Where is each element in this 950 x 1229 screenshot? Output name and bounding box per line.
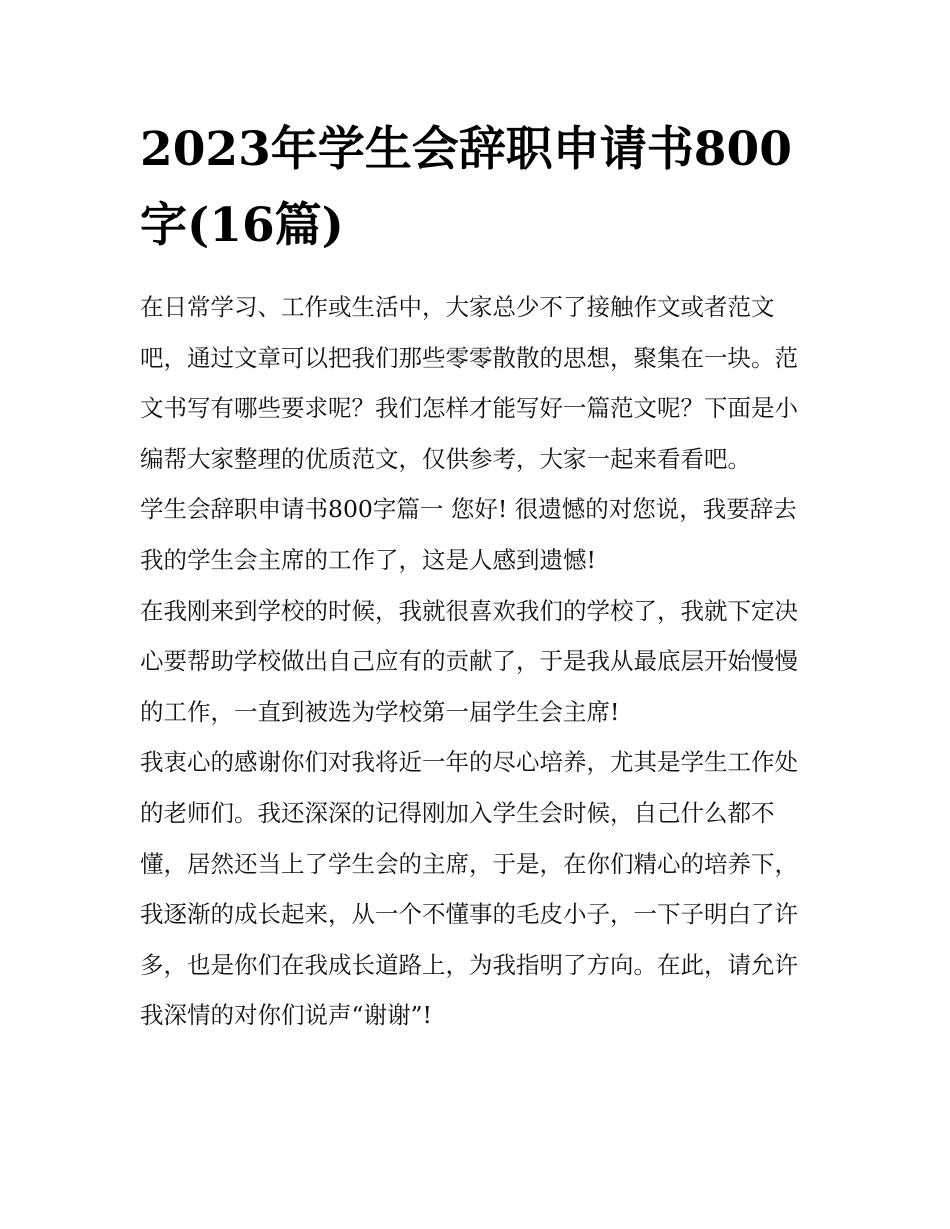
paragraph-2: 在我刚来到学校的时候，我就很喜欢我们的学校了，我就下定决心要帮助学校做出自己应有的贡献了，于是我从最底层开始慢慢的工作，一直到被选为学校第一届学生会主席!: [140, 596, 798, 726]
document-page: [140, 112, 820, 1041]
paragraph-intro: 在日常学习、工作或生活中，大家总少不了接触作文或者范文吧，通过文章可以把我们那些零零散散的思想，聚集在一块。范文书写有哪些要求呢？我们怎样才能写好一篇范文呢？下面是小编帮大家整理的优质范文，仅供参考，大家一起来看看吧。: [140, 293, 798, 473]
document-title: 2023年学生会辞职申请书800字(16篇): [140, 122, 792, 253]
paragraph-1: 学生会辞职申请书800字篇一 您好! 很遗憾的对您说，我要辞去我的学生会主席的工作了，这是人感到遗憾!: [140, 495, 797, 574]
paragraph-3: 我衷心的感谢你们对我将近一年的尽心培养，尤其是学生工作处的老师们。我还深深的记得刚加入学生会时候，自己什么都不懂，居然还当上了学生会的主席，于是，在你们精心的培养下，我逐渐的成长起来，从一个不懂事的毛皮小子，一下子明白了许多，也是你们在我成长道路上，为我指明了方向。在此，请允许我深情的对你们说声“谢谢”!: [140, 748, 798, 1030]
